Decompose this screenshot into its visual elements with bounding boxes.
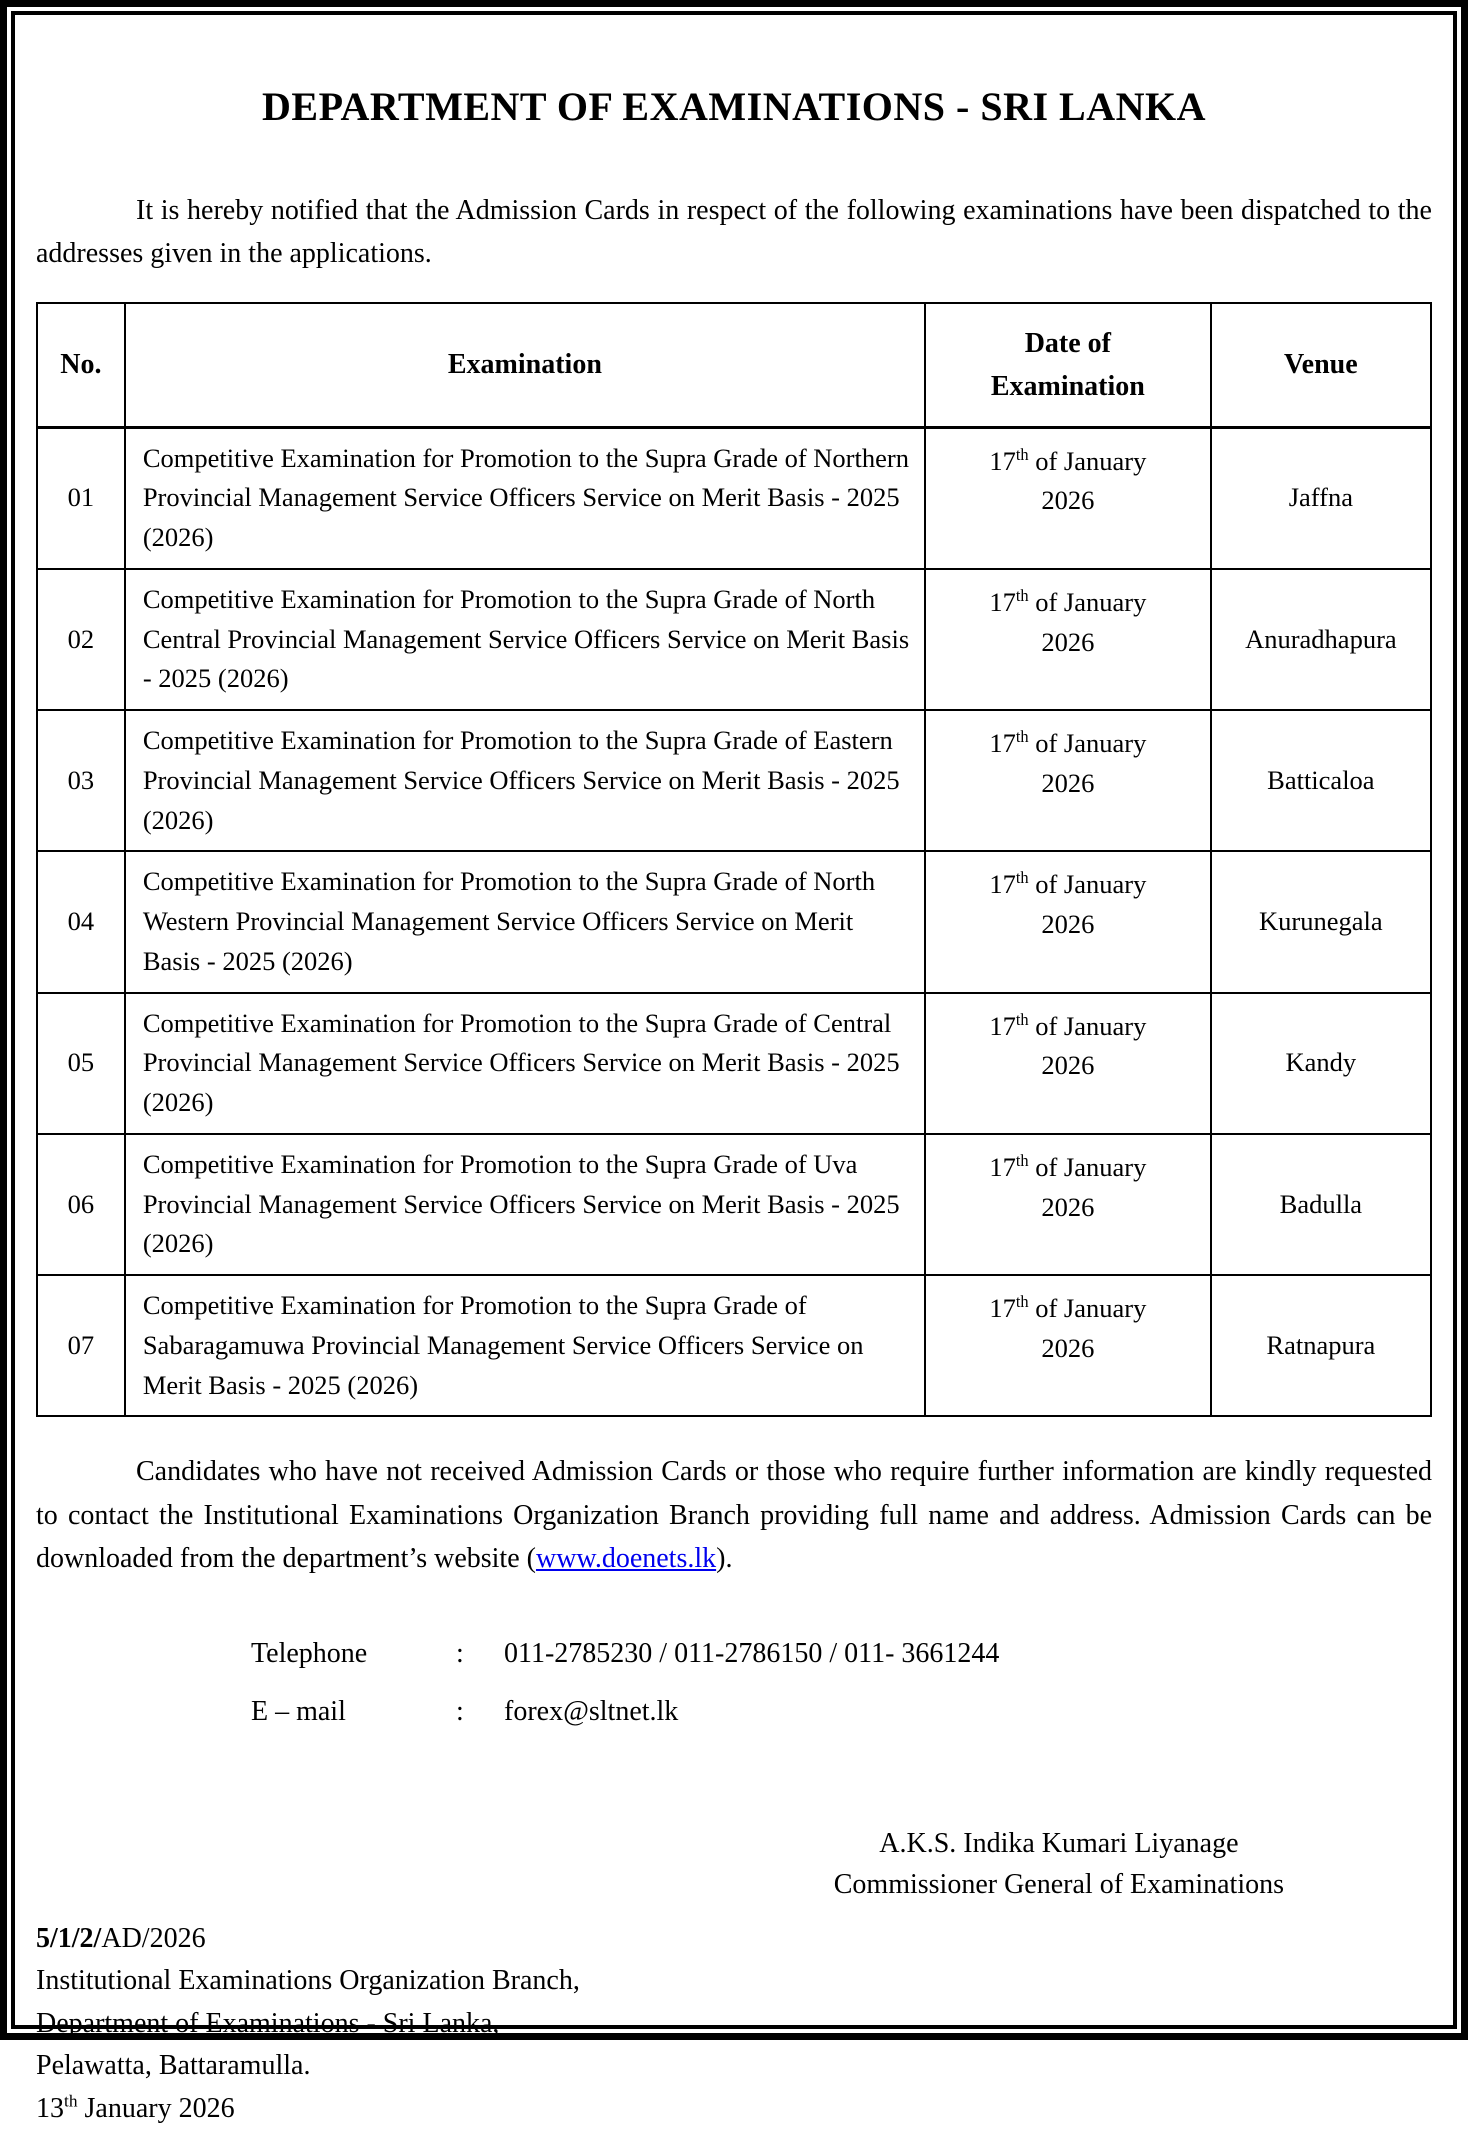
date-cell [925,993,1211,1134]
header-date-line1: Date of [1024,327,1111,359]
venue-cell: Batticaloa [1211,710,1431,851]
date-ordinal-suffix: th [1015,727,1029,747]
email-colon: : [456,1695,464,1727]
footer-date-line [36,2088,1432,2130]
venue-cell: Ratnapura [1211,1275,1431,1416]
date-ordinal-suffix: th [1015,1151,1029,1171]
date-month: of January [1028,1010,1147,1041]
reference-number-bold: 5/1/2/ [36,1922,102,1954]
examination-cell: Competitive Examination for Promotion to the Supra Grade of Sabaragamuwa Provincial Management Service Officers Service on Merit Basis - 2025 (2026) [125,1275,925,1416]
examination-cell: Competitive Examination for Promotion to the Supra Grade of North Central Provincial Management Service Officers Service on Merit Basis - 2025 (2026) [125,569,925,710]
date-cell [925,1134,1211,1275]
date-month: of January [1028,869,1147,900]
date-cell [925,710,1211,851]
date-year: 2026 [1041,1332,1095,1363]
row-number-cell: 02 [37,569,125,710]
email-address: forex@sltnet.lk [504,1695,679,1727]
date-day: 17 [989,1293,1016,1324]
signature-block [36,1823,1432,1906]
venue-cell: Badulla [1211,1134,1431,1275]
date-year: 2026 [1041,767,1095,798]
signatory-role: Commissioner General of Examinations [833,1869,1284,1901]
examination-cell: Competitive Examination for Promotion to the Supra Grade of Northern Provincial Management Service Officers Service on Merit Basis - 2025 (2026) [125,427,925,569]
date-day: 17 [989,728,1016,759]
email-row [251,1696,1432,1728]
venue-cell: Anuradhapura [1211,569,1431,710]
date-ordinal-suffix: th [1015,1292,1029,1312]
examination-cell: Competitive Examination for Promotion to the Supra Grade of Uva Provincial Management Service Officers Service on Merit Basis - 2025 (2026) [125,1134,925,1275]
row-number-cell: 01 [37,427,125,569]
footer-date-ordinal-suffix: th [64,2091,78,2111]
examinations-table [36,302,1432,1417]
date-day: 17 [989,1010,1016,1041]
page-title: DEPARTMENT OF EXAMINATIONS - SRI LANKA [262,84,1206,129]
contact-block [251,1638,1432,1728]
row-number-cell: 03 [37,710,125,851]
header-examination: Examination [125,303,925,427]
outro-paragraph [36,1450,1432,1579]
examination-cell: Competitive Examination for Promotion to the Supra Grade of Eastern Provincial Management Service Officers Service on Merit Basis - 2025 (2026) [125,710,925,851]
date-year: 2026 [1041,485,1095,516]
header-no: No. [37,303,125,427]
row-number-cell: 06 [37,1134,125,1275]
footer-address-block [36,1918,1432,2130]
header-date-line2: Examination [990,370,1145,402]
footer-date-rest: January 2026 [77,2092,235,2124]
examination-cell: Competitive Examination for Promotion to the Supra Grade of Central Provincial Management Service Officers Service on Merit Basis - 2025 (2026) [125,993,925,1134]
table-row [37,710,1431,851]
date-month: of January [1028,728,1147,759]
date-year: 2026 [1041,909,1095,940]
footer-location-line: Pelawatta, Battaramulla. [36,2050,311,2082]
date-cell [925,569,1211,710]
outro-text-after: ). [716,1542,733,1574]
date-day: 17 [989,586,1016,617]
date-year: 2026 [1041,1191,1095,1222]
examination-cell: Competitive Examination for Promotion to the Supra Grade of North Western Provincial Management Service Officers Service on Merit Basis - 2025 (2026) [125,851,925,992]
date-month: of January [1028,586,1147,617]
table-row [37,993,1431,1134]
date-ordinal-suffix: th [1015,1009,1029,1029]
date-year: 2026 [1041,626,1095,657]
email-label: E – mail [251,1695,346,1727]
date-cell [925,427,1211,569]
table-row [37,1134,1431,1275]
date-cell [925,851,1211,992]
telephone-numbers: 011-2785230 / 011-2786150 / 011- 3661244 [504,1637,1000,1669]
page-content [15,15,1453,2124]
table-header-row [37,303,1431,427]
venue-cell: Kandy [1211,993,1431,1134]
telephone-row [251,1638,1432,1670]
date-cell [925,1275,1211,1416]
reference-number [36,1918,1432,1961]
table-row [37,427,1431,569]
doenets-website-link[interactable]: www.doenets.lk [535,1542,717,1574]
footer-date-day: 13 [36,2092,64,2124]
date-month: of January [1028,1293,1147,1324]
date-day: 17 [989,1151,1016,1182]
date-ordinal-suffix: th [1015,444,1029,464]
footer-branch-line: Institutional Examinations Organization Branch, [36,1965,580,1997]
table-row [37,569,1431,710]
date-day: 17 [989,869,1016,900]
table-row [37,851,1431,992]
intro-paragraph: It is hereby notified that the Admission Cards in respect of the following examinations have been dispatched to the addresses given in the applications. [36,195,1432,270]
table-row [37,1275,1431,1416]
date-month: of January [1028,445,1147,476]
outro-text-before: Candidates who have not received Admission Cards or those who require further information are kindly requested to contact the Institutional Examinations Organization Branch providing full name and address. Admission Cards can be downloaded from the department’s website ( [36,1456,1432,1574]
date-ordinal-suffix: th [1015,868,1029,888]
venue-cell: Kurunegala [1211,851,1431,992]
date-month: of January [1028,1151,1147,1182]
row-number-cell: 07 [37,1275,125,1416]
footer-department-line: Department of Examinations - Sri Lanka, [36,2007,500,2039]
header-date [925,303,1211,427]
date-day: 17 [989,445,1016,476]
header-venue: Venue [1211,303,1431,427]
telephone-colon: : [456,1637,464,1669]
signature-inner [834,1823,1284,1906]
date-ordinal-suffix: th [1015,586,1029,606]
row-number-cell: 04 [37,851,125,992]
date-year: 2026 [1041,1050,1095,1081]
venue-cell: Jaffna [1211,427,1431,569]
reference-number-rest: AD/2026 [101,1922,206,1954]
page-border-frame [11,11,1457,2124]
telephone-label: Telephone [251,1637,368,1669]
signatory-name: A.K.S. Indika Kumari Liyanage [879,1827,1239,1859]
row-number-cell: 05 [37,993,125,1134]
